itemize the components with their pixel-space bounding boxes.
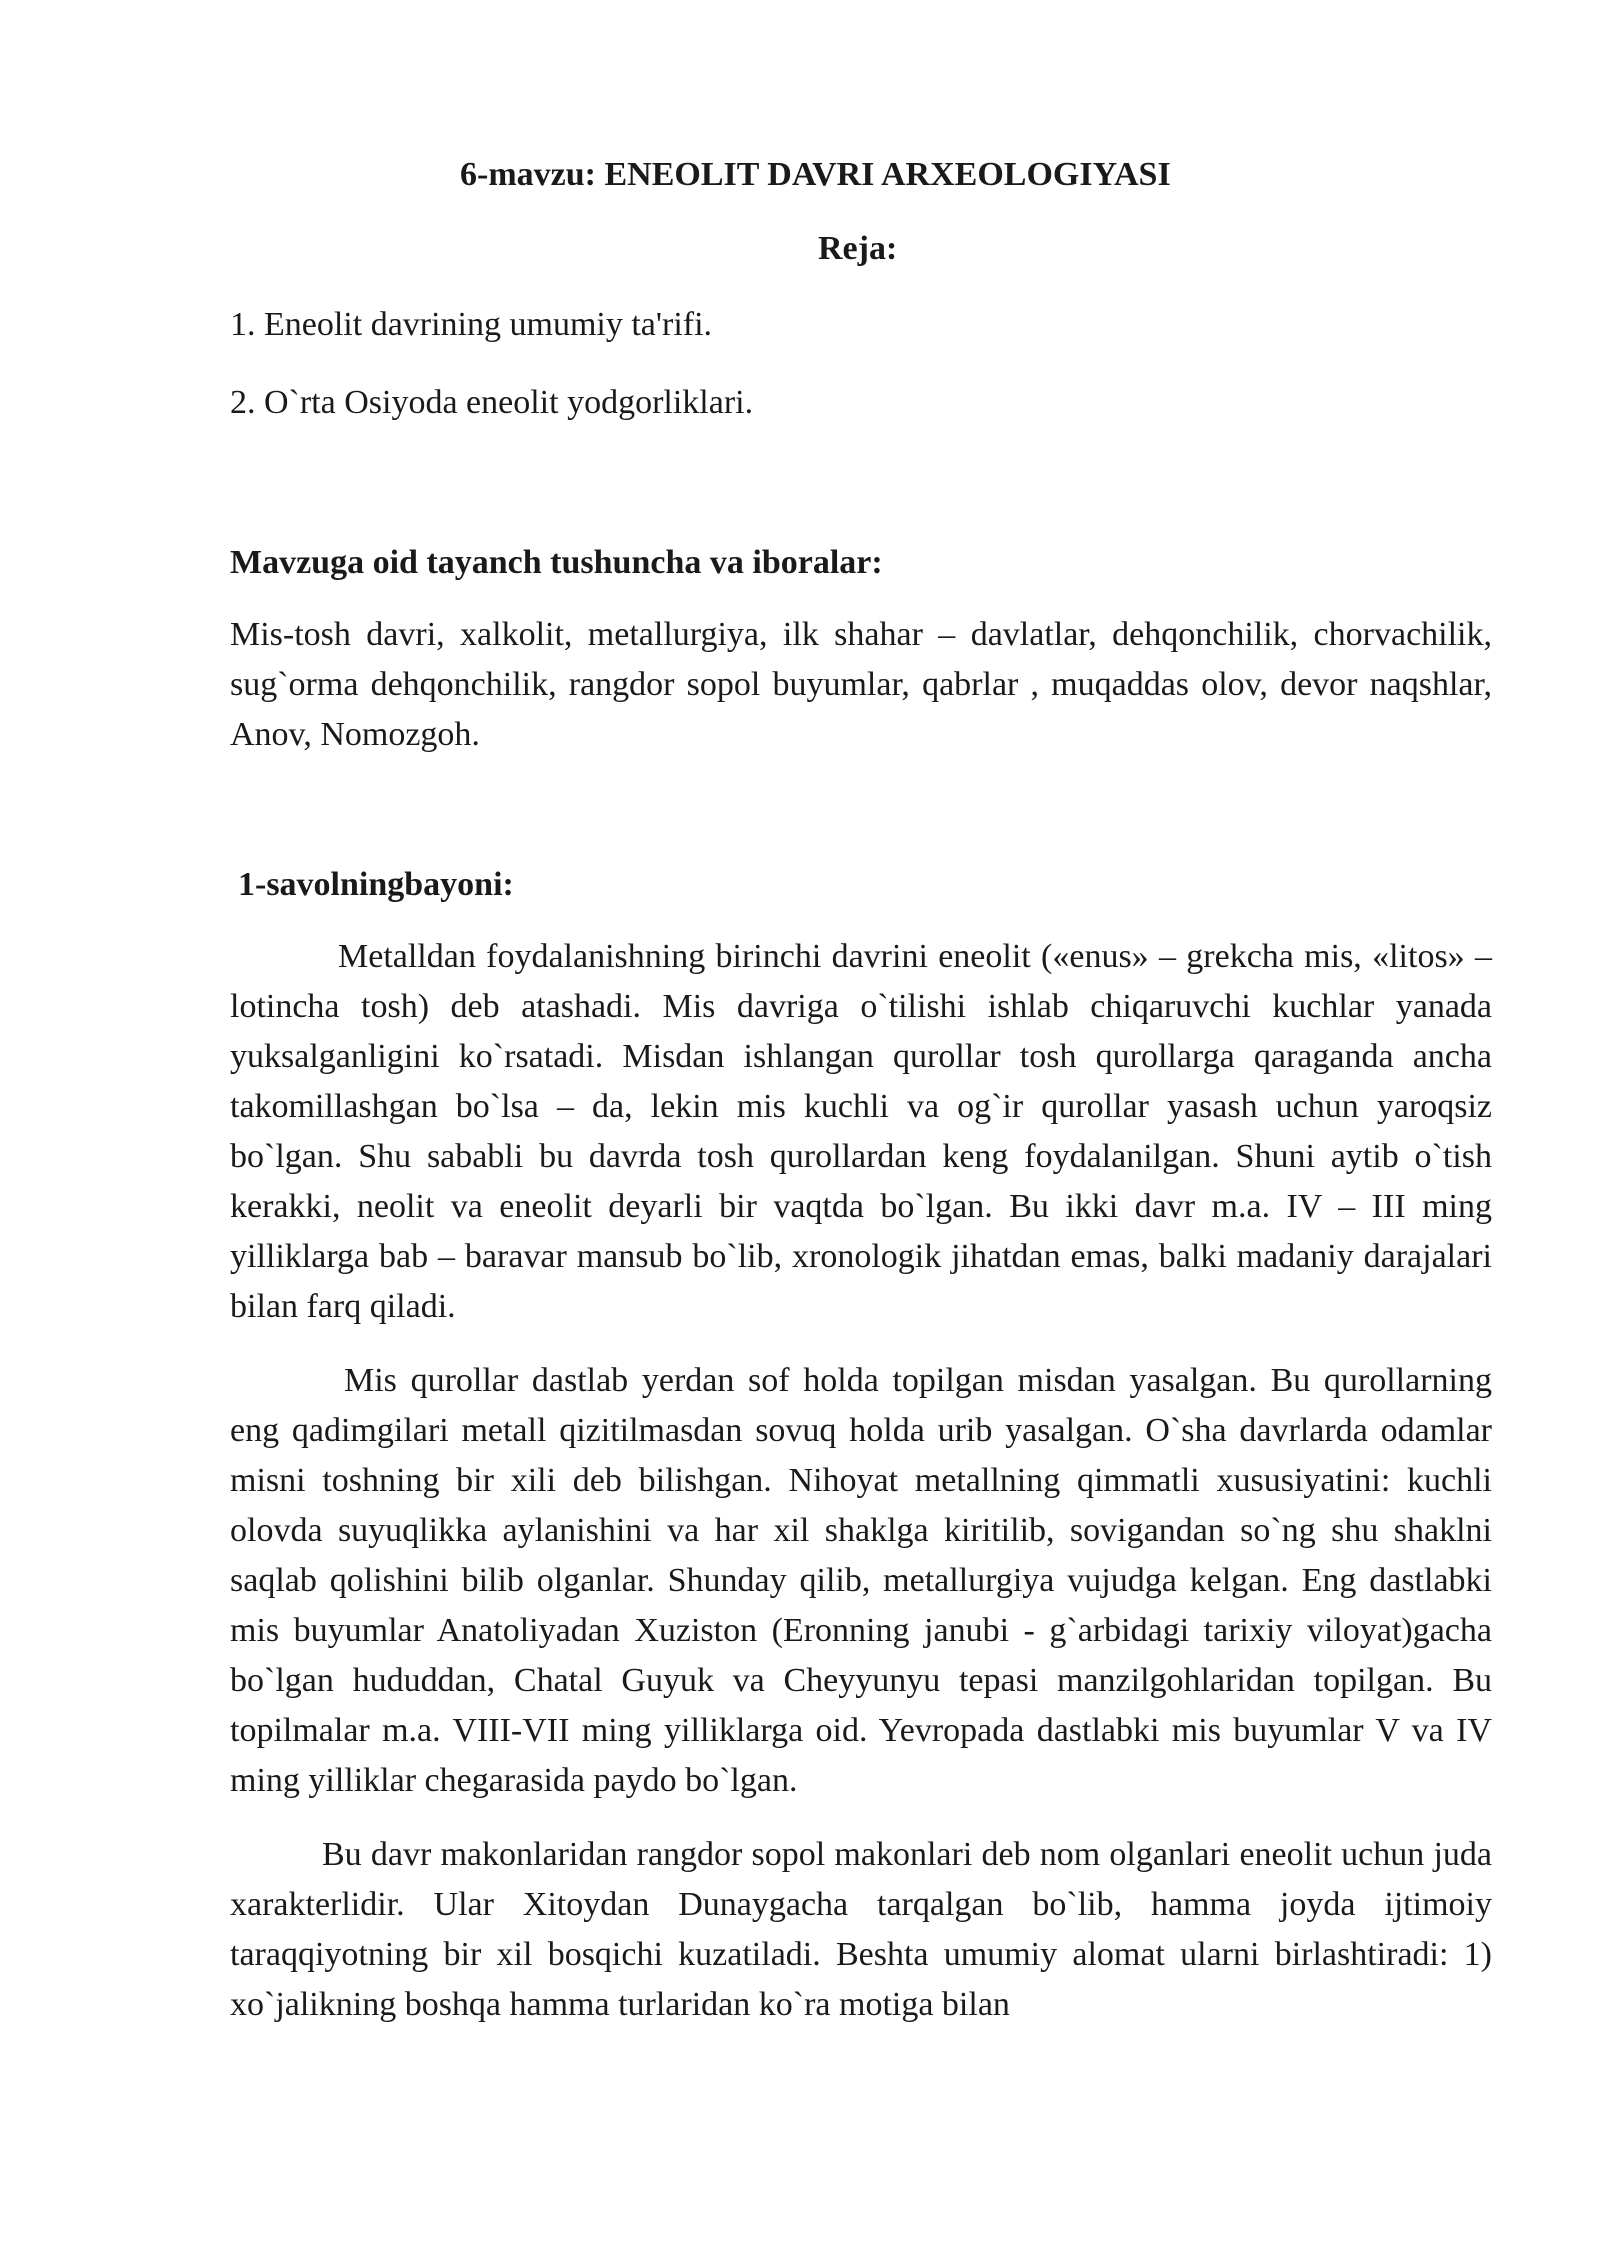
plan-item: 1. Eneolit davrining umumiy ta'rifi. — [230, 306, 713, 343]
document-title: 6-mavzu: ENEOLIT DAVRI ARXEOLOGIYASI — [460, 156, 1171, 193]
body-paragraph: Mis qurollar dastlab yerdan sof holda topilgan misdan yasalgan. Bu qurollarning eng qadimgilari metall qizitilmasdan sovuq holda urib yasalgan. O`sha davrlarda odamlar misni toshning bir xili deb bilishgan. Nihoyat metallning qimmatli xususiyatini: kuchli olovda suyuqlikka aylanishini va har xil shaklga kiritilib, sovigandan so`ng shu shaklni saqlab qolishini bilib olganlar. Shunday qilib, metallurgiya vujudga kelgan. Eng dastlabki mis buyumlar Anatoliyadan Xuziston (Eronning janubi - g`arbidagi tarixiy viloyat)gacha bo`lgan hududdan, Chatal Guyuk va Cheyyunyu tepasi manzilgohlaridan topilgan. Bu topilmalar m.a. VIII-VII ming yilliklarga oid. Yevropada dastlabki mis buyumlar V va IV ming yilliklar chegarasida paydo bo`lgan. — [230, 1362, 1492, 1799]
body-paragraph: Bu davr makonlaridan rangdor sopol makonlari deb nom olganlari eneolit uchun juda xarakterlidir. Ular Xitoydan Dunaygacha tarqalgan bo`lib, hamma joyda ijtimoiy taraqqiyotning bir xil bosqichi kuzatiladi. Beshta umumiy alomat ularni birlashtiradi: 1) xo`jalikning boshqa hamma turlaridan ko`ra motiga bilan — [230, 1836, 1492, 2023]
keywords-heading: Mavzuga oid tayanch tushuncha va iboralar: — [230, 544, 883, 581]
document-body — [230, 150, 1492, 2030]
plan-heading: Reja: — [818, 230, 898, 267]
body-paragraph: Metalldan foydalanishning birinchi davrini eneolit («enus» – grekcha mis, «litos» – lotincha tosh) deb atashadi. Mis davriga o`tilishi ishlab chiqaruvchi kuchlar yanada yuksalganligini ko`rsatadi. Misdan ishlangan qurollar tosh qurollarga qaraganda ancha takomillashgan bo`lsa – da, lekin mis kuchli va og`ir qurollar yasash uchun yaroqsiz bo`lgan. Shu sababli bu davrda tosh qurollardan keng foydalanilgan. Shuni aytib o`tish kerakki, neolit va eneolit deyarli bir vaqtda bo`lgan. Bu ikki davr m.a. IV – III ming yilliklarga bab – baravar mansub bo`lib, xronologik jihatdan emas, balki madaniy darajalari bilan farq qiladi. — [230, 938, 1492, 1325]
keywords-paragraph: Mis-tosh davri, xalkolit, metallurgiya, ilk shahar – davlatlar, dehqonchilik, chorvachilik, sug`orma dehqonchilik, rangdor sopol buyumlar, qabrlar , muqaddas olov, devor naqshlar, Anov, Nomozgoh. — [230, 616, 1492, 753]
question-heading: 1-savolningbayoni: — [238, 866, 514, 903]
plan-item: 2. O`rta Osiyoda eneolit yodgorliklari. — [230, 384, 754, 421]
